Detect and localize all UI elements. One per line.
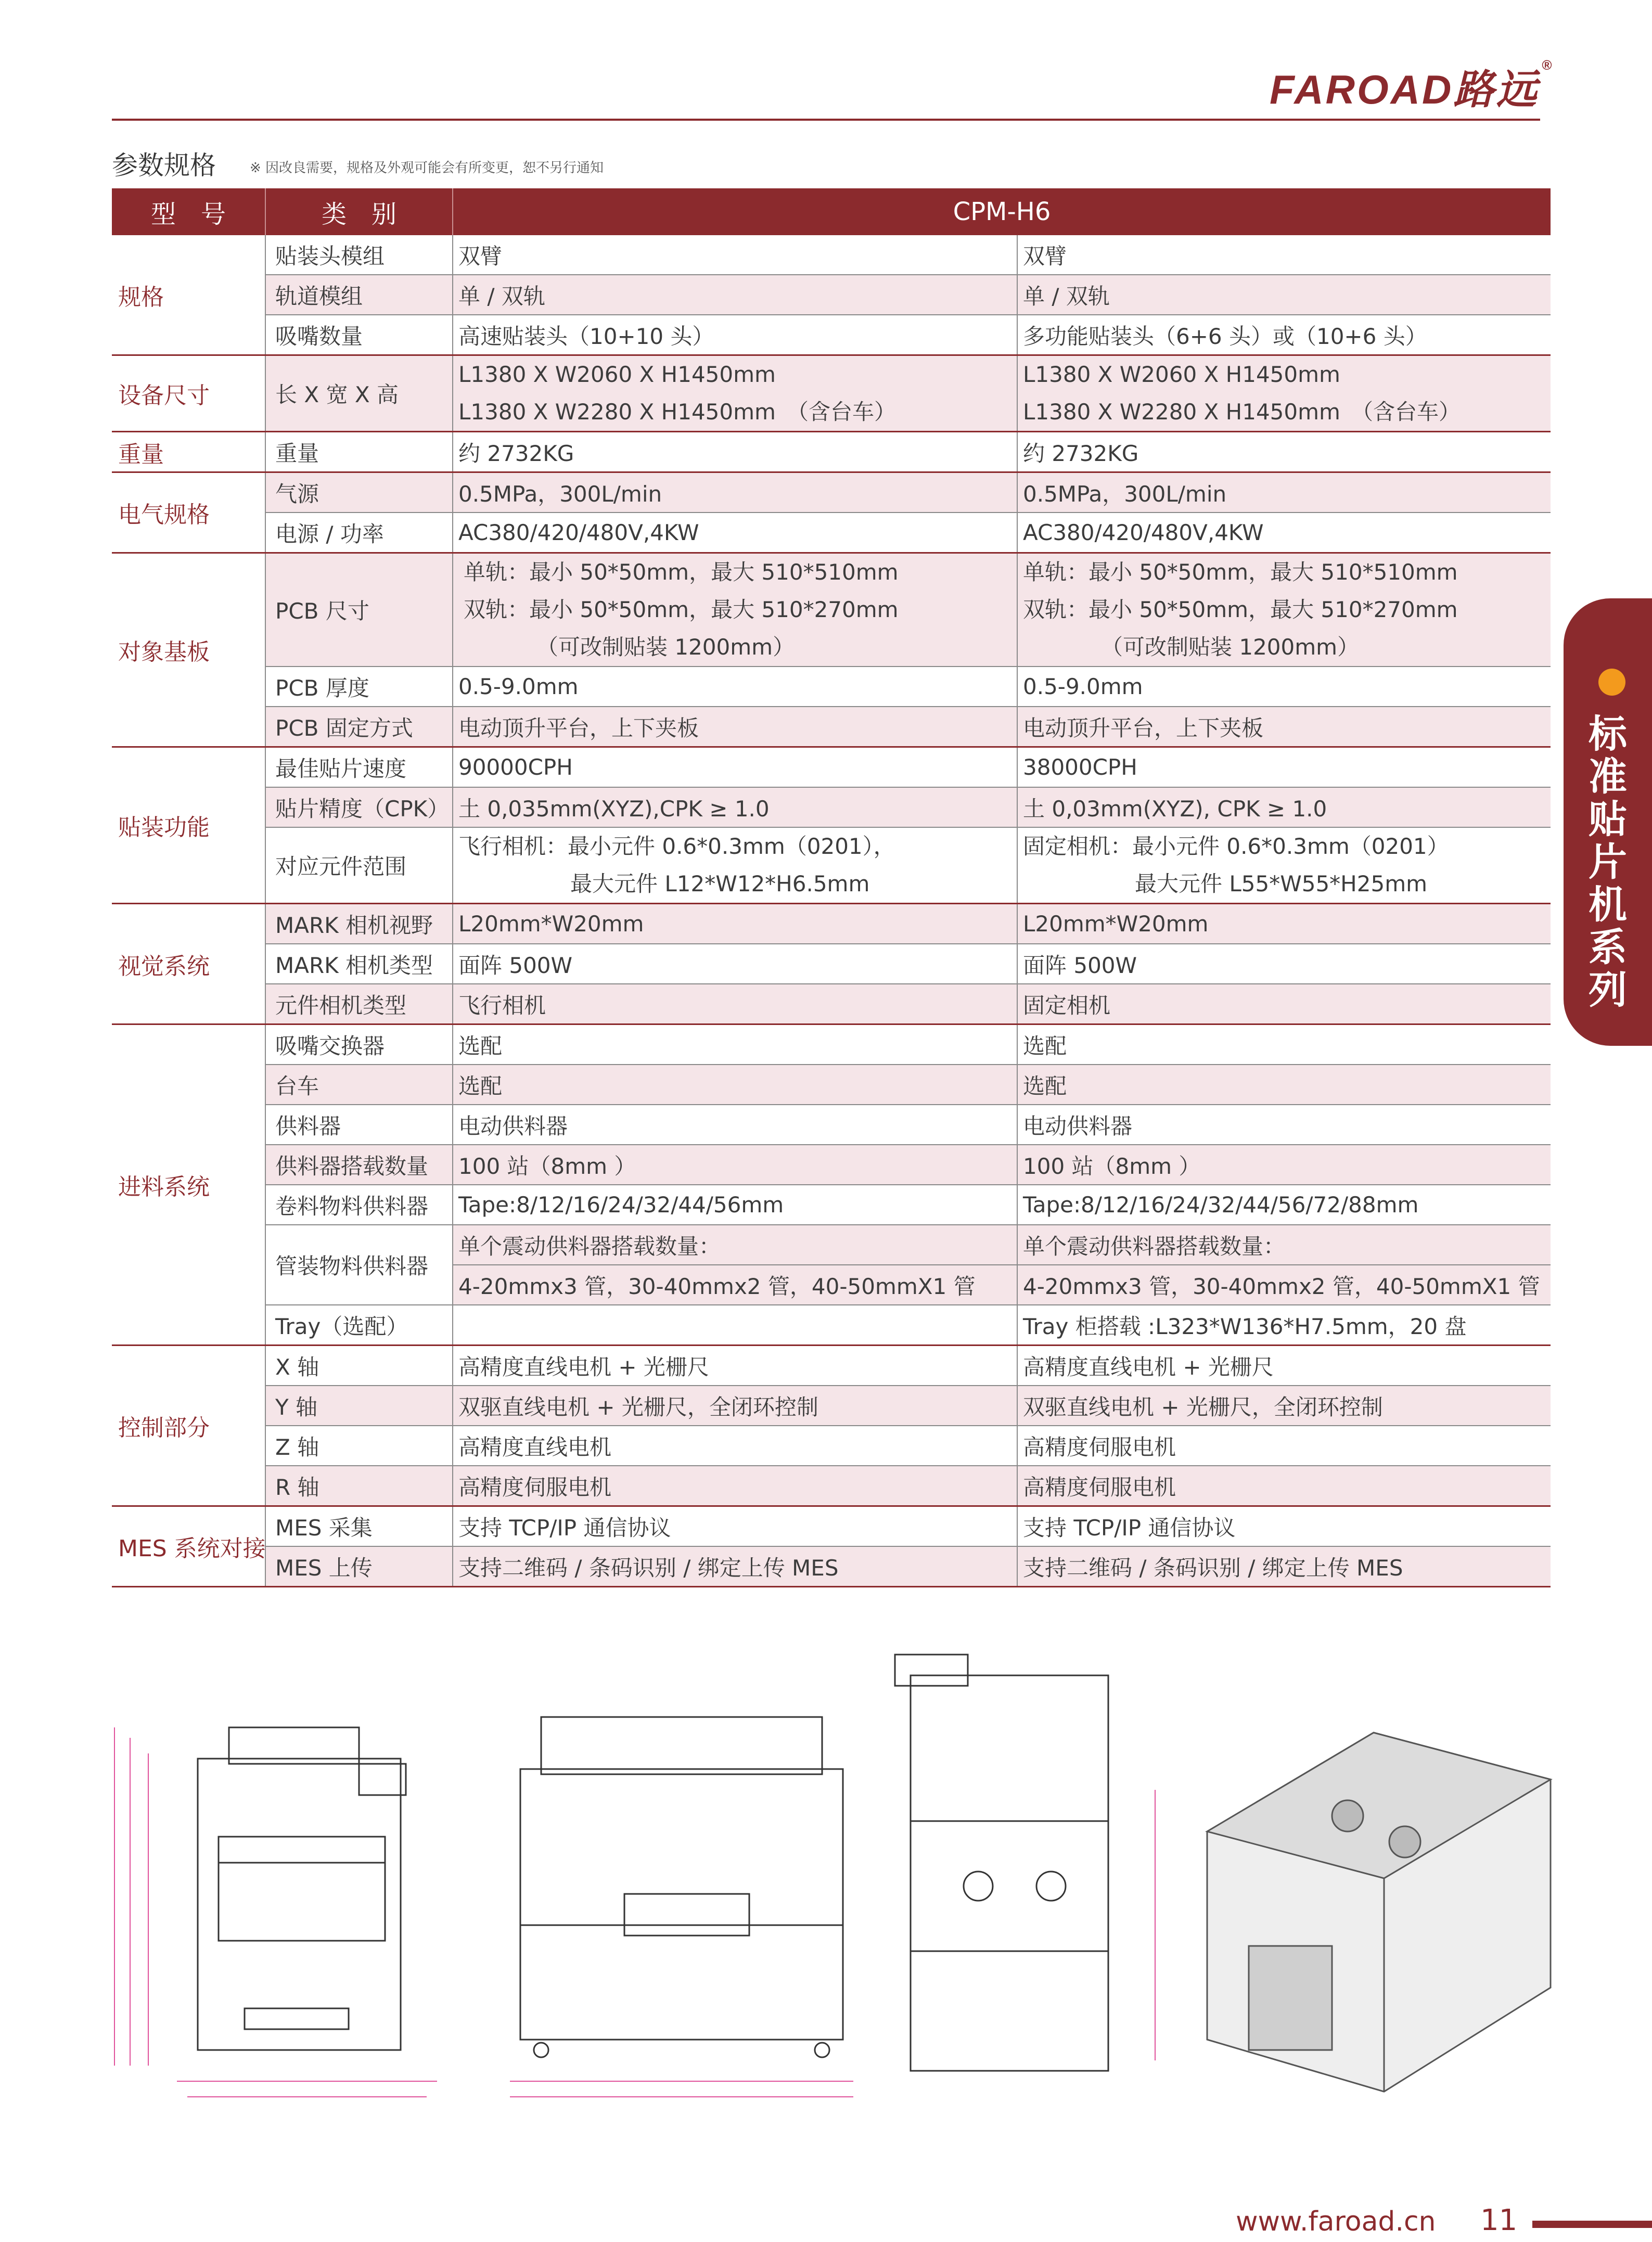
value-cell: 土 0,03mm(XYZ), CPK ≥ 1.0 xyxy=(1017,787,1551,827)
value-cell: 支持 TCP/IP 通信协议 xyxy=(453,1506,1017,1547)
sub-cell: MARK 相机视野 xyxy=(265,904,453,944)
table-row xyxy=(112,432,1551,472)
table-row xyxy=(112,1105,1551,1145)
table-row xyxy=(112,315,1551,355)
table-row xyxy=(112,275,1551,315)
sub-cell: 供料器搭载数量 xyxy=(265,1145,453,1185)
section-note: ※ 因改良需要，规格及外观可能会有所变更，恕不另行通知 xyxy=(250,160,604,176)
sub-cell: Tray（选配） xyxy=(265,1305,453,1346)
sub-cell: 最佳贴片速度 xyxy=(265,747,453,788)
value-cell: 双驱直线电机 + 光栅尺，全闭环控制 xyxy=(1017,1386,1551,1426)
category-cell: 视觉系统 xyxy=(112,904,265,1024)
value-cell: 高精度伺服电机 xyxy=(1017,1466,1551,1506)
value-cell: Tape:8/12/16/24/32/44/56mm xyxy=(453,1185,1017,1225)
value-cell: Tape:8/12/16/24/32/44/56/72/88mm xyxy=(1017,1185,1551,1225)
table-row xyxy=(112,1386,1551,1426)
page-number: 11 xyxy=(1480,2203,1518,2237)
machine-3d-render xyxy=(1207,1733,1551,2092)
top-view-drawing xyxy=(895,1655,1155,2071)
sub-cell: MARK 相机类型 xyxy=(265,944,453,984)
value-cell: 高精度直线电机 + 光栅尺 xyxy=(1017,1346,1551,1386)
footer-bar xyxy=(1532,2221,1652,2228)
sub-cell: 元件相机类型 xyxy=(265,984,453,1024)
table-row xyxy=(112,787,1551,827)
value-cell: 电动顶升平台，上下夹板 xyxy=(1017,707,1551,747)
sub-cell: PCB 固定方式 xyxy=(265,707,453,747)
sub-cell: R 轴 xyxy=(265,1466,453,1506)
side-view-drawing xyxy=(510,1717,853,2097)
sub-cell: 轨道模组 xyxy=(265,275,453,315)
value-cell: L20mm*W20mm xyxy=(1017,904,1551,944)
table-row xyxy=(112,1426,1551,1466)
section-title: 参数规格 xyxy=(112,150,216,181)
sub-cell: MES 采集 xyxy=(265,1506,453,1547)
sub-cell: 重量 xyxy=(265,432,453,472)
sub-cell: MES 上传 xyxy=(265,1546,453,1587)
value-cell: 100 站（8mm ） xyxy=(1017,1145,1551,1185)
value-cell: 0.5MPa，300L/min xyxy=(1017,472,1551,513)
bullet-dot-icon xyxy=(1598,669,1625,696)
table-row xyxy=(112,1346,1551,1386)
value-cell: 双驱直线电机 + 光栅尺，全闭环控制 xyxy=(453,1386,1017,1426)
sub-cell: 电源 / 功率 xyxy=(265,513,453,553)
category-cell: 规格 xyxy=(112,235,265,355)
value-cell: 电动供料器 xyxy=(1017,1105,1551,1145)
table-row xyxy=(112,944,1551,984)
machine-drawings xyxy=(0,1613,1652,2133)
value-cell: 选配 xyxy=(453,1065,1017,1105)
series-label: 标 准 贴 片 机 系 列 xyxy=(1589,712,1627,1013)
sub-cell: 贴装头模组 xyxy=(265,235,453,275)
header-product: CPM-H6 xyxy=(453,188,1551,235)
table-row xyxy=(112,827,1551,904)
sub-cell: PCB 尺寸 xyxy=(265,553,453,667)
value-cell: L1380 X W2060 X H1450mm L1380 X W2280 X H1450mm （含台车） xyxy=(1017,355,1551,432)
value-cell: 高精度直线电机 + 光栅尺 xyxy=(453,1346,1017,1386)
value-cell: AC380/420/480V,4KW xyxy=(1017,513,1551,553)
table-row xyxy=(112,513,1551,553)
value-cell: 飞行相机 xyxy=(453,984,1017,1024)
header-rule xyxy=(112,119,1540,121)
value-cell: 电动顶升平台，上下夹板 xyxy=(453,707,1017,747)
value-cell: 固定相机 xyxy=(1017,984,1551,1024)
value-cell: 约 2732KG xyxy=(453,432,1017,472)
table-header-row xyxy=(112,188,1551,235)
table-row xyxy=(112,984,1551,1024)
value-cell: 双臂 xyxy=(453,235,1017,275)
value-cell: 面阵 500W xyxy=(453,944,1017,984)
sub-cell: 台车 xyxy=(265,1065,453,1105)
sub-cell: X 轴 xyxy=(265,1346,453,1386)
value-cell: 0.5-9.0mm xyxy=(453,667,1017,707)
table-row xyxy=(112,235,1551,275)
category-cell: 设备尺寸 xyxy=(112,355,265,432)
value-cell: 选配 xyxy=(453,1024,1017,1065)
value-cell: 固定相机：最小元件 0.6*0.3mm（0201） 最大元件 L55*W55*H25mm xyxy=(1017,827,1551,904)
sub-cell: PCB 厚度 xyxy=(265,667,453,707)
table-row xyxy=(112,707,1551,747)
category-cell: 重量 xyxy=(112,432,265,472)
value-cell: 支持 TCP/IP 通信协议 xyxy=(1017,1506,1551,1547)
value-cell: AC380/420/480V,4KW xyxy=(453,513,1017,553)
table-row xyxy=(112,1185,1551,1225)
header-category: 类 别 xyxy=(265,188,453,235)
value-cell: 选配 xyxy=(1017,1065,1551,1105)
table-row xyxy=(112,1065,1551,1105)
value-cell: 100 站（8mm ） xyxy=(453,1145,1017,1185)
sub-cell: 吸嘴数量 xyxy=(265,315,453,355)
table-row xyxy=(112,1546,1551,1587)
value-cell: 多功能贴装头（6+6 头）或（10+6 头） xyxy=(1017,315,1551,355)
table-row xyxy=(112,355,1551,432)
value-cell: Tray 柜搭载 :L323*W136*H7.5mm，20 盘 xyxy=(1017,1305,1551,1346)
category-cell: 控制部分 xyxy=(112,1346,265,1506)
brand-logo: FAROAD路远® xyxy=(1270,57,1554,112)
category-cell: MES 系统对接 xyxy=(112,1506,265,1587)
value-cell: 单个震动供料器搭载数量： xyxy=(453,1225,1017,1265)
value-cell: 0.5MPa，300L/min xyxy=(453,472,1017,513)
value-cell: 双臂 xyxy=(1017,235,1551,275)
category-cell: 贴装功能 xyxy=(112,747,265,904)
sub-cell: 管装物料供料器 xyxy=(265,1225,453,1305)
value-cell: 高精度伺服电机 xyxy=(1017,1426,1551,1466)
value-cell: 4-20mmx3 管，30-40mmx2 管，40-50mmX1 管 xyxy=(1017,1265,1551,1305)
table-row xyxy=(112,747,1551,788)
table-row xyxy=(112,904,1551,944)
table-row xyxy=(112,1145,1551,1185)
table-row xyxy=(112,1225,1551,1265)
sub-cell: 气源 xyxy=(265,472,453,513)
category-cell: 进料系统 xyxy=(112,1024,265,1346)
header-model: 型 号 xyxy=(112,188,265,235)
sub-cell: 对应元件范围 xyxy=(265,827,453,904)
table-row xyxy=(112,667,1551,707)
value-cell: 选配 xyxy=(1017,1024,1551,1065)
category-cell: 电气规格 xyxy=(112,472,265,553)
value-cell: 飞行相机：最小元件 0.6*0.3mm（0201）， 最大元件 L12*W12*H6.5mm xyxy=(453,827,1017,904)
sub-cell: 长 X 宽 X 高 xyxy=(265,355,453,432)
value-cell: 面阵 500W xyxy=(1017,944,1551,984)
value-cell: 支持二维码 / 条码识别 / 绑定上传 MES xyxy=(453,1546,1017,1587)
table-row xyxy=(112,1024,1551,1065)
value-cell: 土 0,035mm(XYZ),CPK ≥ 1.0 xyxy=(453,787,1017,827)
sub-cell: 卷料物料供料器 xyxy=(265,1185,453,1225)
spec-table xyxy=(112,188,1551,1587)
value-cell: 4-20mmx3 管，30-40mmx2 管，40-50mmX1 管 xyxy=(453,1265,1017,1305)
value-cell: 0.5-9.0mm xyxy=(1017,667,1551,707)
table-row xyxy=(112,472,1551,513)
value-cell: 90000CPH xyxy=(453,747,1017,788)
sub-cell: 供料器 xyxy=(265,1105,453,1145)
sub-cell: Z 轴 xyxy=(265,1426,453,1466)
value-cell: 高精度直线电机 xyxy=(453,1426,1017,1466)
value-cell: 高精度伺服电机 xyxy=(453,1466,1017,1506)
value-cell: 单个震动供料器搭载数量： xyxy=(1017,1225,1551,1265)
value-cell: L20mm*W20mm xyxy=(453,904,1017,944)
value-cell: 单 / 双轨 xyxy=(1017,275,1551,315)
table-row xyxy=(112,553,1551,667)
table-row xyxy=(112,1506,1551,1547)
front-view-drawing xyxy=(114,1727,437,2097)
value-cell: 电动供料器 xyxy=(453,1105,1017,1145)
value-cell: 38000CPH xyxy=(1017,747,1551,788)
sub-cell: Y 轴 xyxy=(265,1386,453,1426)
category-cell: 对象基板 xyxy=(112,553,265,747)
table-row xyxy=(112,1305,1551,1346)
sub-cell: 贴片精度（CPK） xyxy=(265,787,453,827)
value-cell: 高速贴装头（10+10 头） xyxy=(453,315,1017,355)
footer-url: www.faroad.cn xyxy=(1236,2206,1436,2237)
value-cell: 单轨：最小 50*50mm，最大 510*510mm 双轨：最小 50*50mm，最大 510*270mm （可改制贴装 1200mm） xyxy=(1017,553,1551,667)
value-cell: L1380 X W2060 X H1450mm L1380 X W2280 X H1450mm （含台车） xyxy=(453,355,1017,432)
value-cell: 约 2732KG xyxy=(1017,432,1551,472)
value-cell xyxy=(453,1305,1017,1346)
value-cell: 单轨：最小 50*50mm，最大 510*510mm 双轨：最小 50*50mm，最大 510*270mm （可改制贴装 1200mm） xyxy=(453,553,1017,667)
sub-cell: 吸嘴交换器 xyxy=(265,1024,453,1065)
value-cell: 支持二维码 / 条码识别 / 绑定上传 MES xyxy=(1017,1546,1551,1587)
value-cell: 单 / 双轨 xyxy=(453,275,1017,315)
table-row xyxy=(112,1466,1551,1506)
